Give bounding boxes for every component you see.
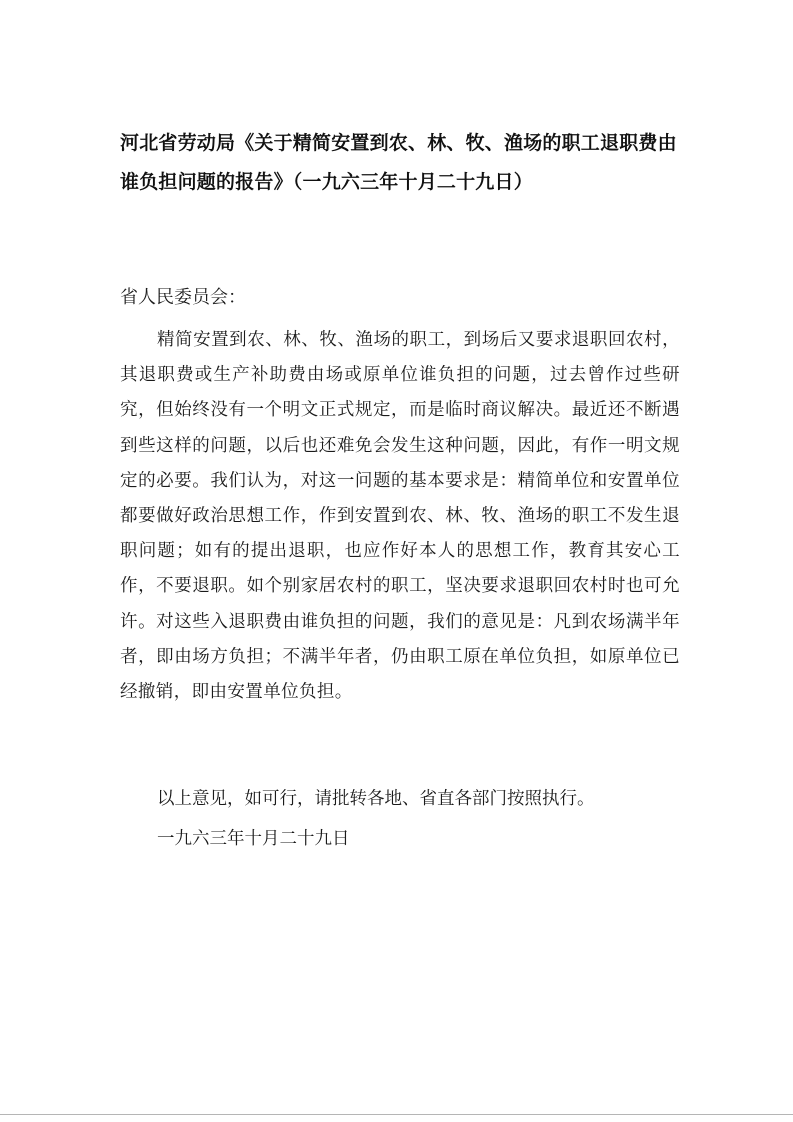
document-title: 河北省劳动局《关于精简安置到农、林、牧、渔场的职工退职费由谁负担问题的报告》（一九六三年十月二十九日） [120, 132, 677, 193]
document-date: 一九六三年十月二十九日 [157, 829, 350, 849]
body-paragraph: 精简安置到农、林、牧、渔场的职工，到场后又要求退职回农村，其退职费或生产补助费由场或原单位谁负担的问题，过去曾作过些研究，但始终没有一个明文正式规定，而是临时商议解决。最近还不断遇到些这样的问题，以后也还难免会发生这种问题，因此，有作一明文规定的必要。我们认为，对这一问题的基本要求是：精简单位和安置单位都要做好政治思想工作，作到安置到农、林、牧、渔场的职工不发生退职问题；如有的提出退职，也应作好本人的思想工作，教育其安心工作，不要退职。如个别家居农村的职工，坚决要求退职回农村时也可允许。对这些入退职费由谁负担的问题，我们的意见是：凡到农场满半年者，即由场方负担；不满半年者，仍由职工原在单位负担，如原单位已经撤销，即由安置单位负担。 [120, 330, 680, 703]
page-bottom-divider [0, 1114, 793, 1115]
closing-paragraph: 以上意见，如可行，请批转各地、省直各部门按照执行。 [157, 789, 595, 809]
salutation: 省人民委员会： [120, 287, 246, 308]
